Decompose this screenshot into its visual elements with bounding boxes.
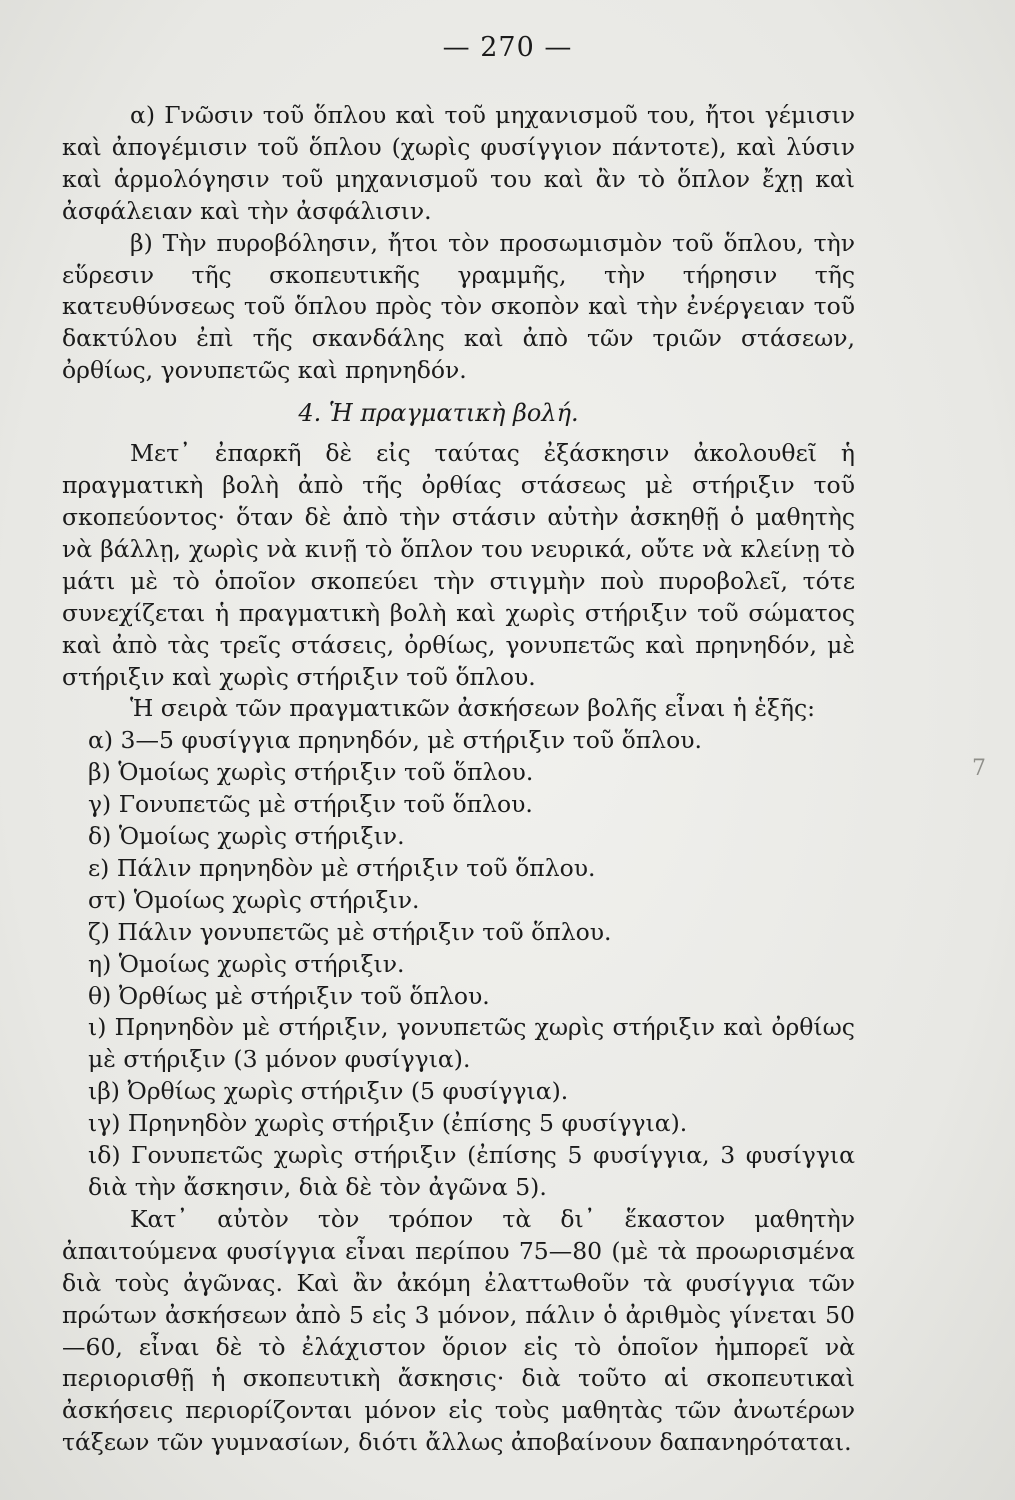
paragraph-weapon-knowledge: α) Γνῶσιν τοῦ ὅπλου καὶ τοῦ μηχανισμοῦ του, ἤτοι γέμισιν καὶ ἀπογέμισιν τοῦ ὅπλου (χωρὶς φυσίγγιον πάντοτε), καὶ λύσιν καὶ ἁρμολόγησιν τοῦ μηχανισμοῦ του καὶ ἂν τὸ ὅπλον ἔχῃ καὶ ἀσφάλειαν καὶ τὴν ἀσφάλισιν. [62, 101, 855, 225]
exercise-list [62, 725, 855, 1204]
list-item-text: 3—5 φυσίγγια πρηνηδόν, μὲ στήριξιν τοῦ ὅπλου. [120, 726, 702, 755]
list-item-text: Γονυπετῶς μὲ στήριξιν τοῦ ὅπλου. [118, 790, 533, 819]
list-item [62, 981, 855, 1013]
exercise-list-intro: Ἡ σειρὰ τῶν πραγματικῶν ἀσκήσεων βολῆς εἶναι ἡ ἑξῆς: [130, 694, 816, 723]
list-item [62, 1140, 855, 1204]
list-item [62, 1012, 855, 1076]
list-item [62, 757, 855, 789]
list-marker: θ) [88, 981, 112, 1010]
list-marker: ιδ) [88, 1141, 121, 1170]
list-item-text: Πάλιν πρηνηδὸν μὲ στήριξιν τοῦ ὅπλου. [116, 853, 596, 882]
section-heading: 4. Ἡ πραγματικὴ βολή. [298, 399, 579, 428]
list-item [62, 821, 855, 853]
list-item [62, 1076, 855, 1108]
paragraph-aiming: β) Τὴν πυροβόλησιν, ἤτοι τὸν προσωμισμὸν τοῦ ὅπλου, τὴν εὕρεσιν τῆς σκοπευτικῆς γραμμῆς, τὴν τήρησιν τῆς κατευθύνσεως τοῦ ὅπλου πρὸς τὸν σκοπὸν καὶ τὴν ἐνέργειαν τοῦ δακτύλου ἐπὶ τῆς σκανδάλης καὶ ἀπὸ τῶν τριῶν στάσεων, ὀρθίως, γονυπετῶς καὶ πρηνηδόν. [62, 228, 855, 385]
list-item [62, 917, 855, 949]
list-marker: α) [88, 726, 114, 755]
paragraph-live-fire: Μετ᾽ ἐπαρκῆ δὲ εἰς ταύτας ἐξάσκησιν ἀκολουθεῖ ἡ πραγματικὴ βολὴ ἀπὸ τῆς ὀρθίας στάσεως μὲ στήριξιν τοῦ σκοπεύοντος· ὅταν δὲ ἀπὸ τὴν στάσιν αὐτὴν ἀσκηθῇ ὁ μαθητὴς νὰ βάλλῃ, χωρὶς νὰ κινῇ τὸ ὅπλον του νευρικά, οὔτε νὰ κλείνῃ τὸ μάτι μὲ τὸ ὁποῖον σκοπεύει τὴν στιγμὴν ποὺ πυροβολεῖ, τότε συνεχίζεται ἡ πραγματικὴ βολὴ καὶ χωρὶς στήριξιν τοῦ σώματος καὶ ἀπὸ τὰς τρεῖς στάσεις, ὀρθίως, γονυπετῶς καὶ πρηνηδόν, μὲ στήριξιν καὶ χωρὶς στήριξιν τοῦ ὅπλου. [62, 439, 855, 691]
list-marker: ε) [88, 853, 110, 882]
list-item [62, 949, 855, 981]
list-item-text: Ὀρθίως μὲ στήριξιν τοῦ ὅπλου. [118, 981, 490, 1010]
body-text [62, 100, 855, 1459]
margin-mark: 7 [972, 756, 986, 781]
list-item [62, 885, 855, 917]
list-item-text: Πρηνηδὸν μὲ στήριξιν, γονυπετῶς χωρὶς στήριξιν καὶ ὀρθίως μὲ στήριξιν (3 μόνον φυσίγγια). [88, 1013, 855, 1074]
list-marker: η) [88, 949, 112, 978]
list-item-text: Πρηνηδὸν χωρὶς στήριξιν (ἐπίσης 5 φυσίγγια). [127, 1109, 688, 1138]
list-marker: στ) [88, 885, 127, 914]
list-item-text: Ὁμοίως χωρὶς στήριξιν. [118, 949, 405, 978]
list-marker: β) [88, 758, 111, 787]
page-number: — 270 — [442, 32, 573, 63]
list-marker: ι) [88, 1013, 107, 1042]
list-marker: δ) [88, 822, 112, 851]
list-item-text: Ὁμοίως χωρὶς στήριξιν τοῦ ὅπλου. [118, 758, 534, 787]
paragraph-cartridge-count: Κατ᾽ αὐτὸν τὸν τρόπον τὰ δι᾽ ἕκαστον μαθητὴν ἀπαιτούμενα φυσίγγια εἶναι περίπου 75—80 (μὲ τὰ προωρισμένα διὰ τοὺς ἀγῶνας. Καὶ ἂν ἀκόμη ἐλαττωθοῦν τὰ φυσίγγια τῶν πρώτων ἀσκήσεων ἀπὸ 5 εἰς 3 μόνον, πάλιν ὁ ἀριθμὸς γίνεται 50—60, εἶναι δὲ τὸ ἐλάχιστον ὅριον εἰς τὸ ὁποῖον ἠμπορεῖ νὰ περιορισθῇ ἡ σκοπευτικὴ ἄσκησις· διὰ τοῦτο αἱ σκοπευτικαὶ ἀσκήσεις περιορίζονται μόνον εἰς τοὺς μαθητὰς τῶν ἀνωτέρων τάξεων τῶν γυμνασίων, διότι ἄλλως ἀποβαίνουν δαπανηρόταται. [62, 1204, 855, 1457]
list-item-text: Ὁμοίως χωρὶς στήριξιν. [118, 822, 405, 851]
list-marker: ζ) [88, 917, 110, 946]
list-item [62, 1108, 855, 1140]
list-marker: γ) [88, 790, 112, 819]
list-item [62, 853, 855, 885]
list-item [62, 725, 855, 757]
list-item-text: Ὀρθίως χωρὶς στήριξιν (5 φυσίγγια). [127, 1077, 569, 1106]
list-item-text: Ὁμοίως χωρὶς στήριξιν. [133, 885, 420, 914]
list-marker: ιβ) [88, 1077, 120, 1106]
list-marker: ιγ) [88, 1109, 121, 1138]
list-item-text: Πάλιν γονυπετῶς μὲ στήριξιν τοῦ ὅπλου. [117, 917, 612, 946]
list-item-text: Γονυπετῶς χωρὶς στήριξιν (ἐπίσης 5 φυσίγγια, 3 φυσίγγια διὰ τὴν ἄσκησιν, διὰ δὲ τὸν ἀγῶνα 5). [88, 1141, 855, 1201]
list-item [62, 789, 855, 821]
